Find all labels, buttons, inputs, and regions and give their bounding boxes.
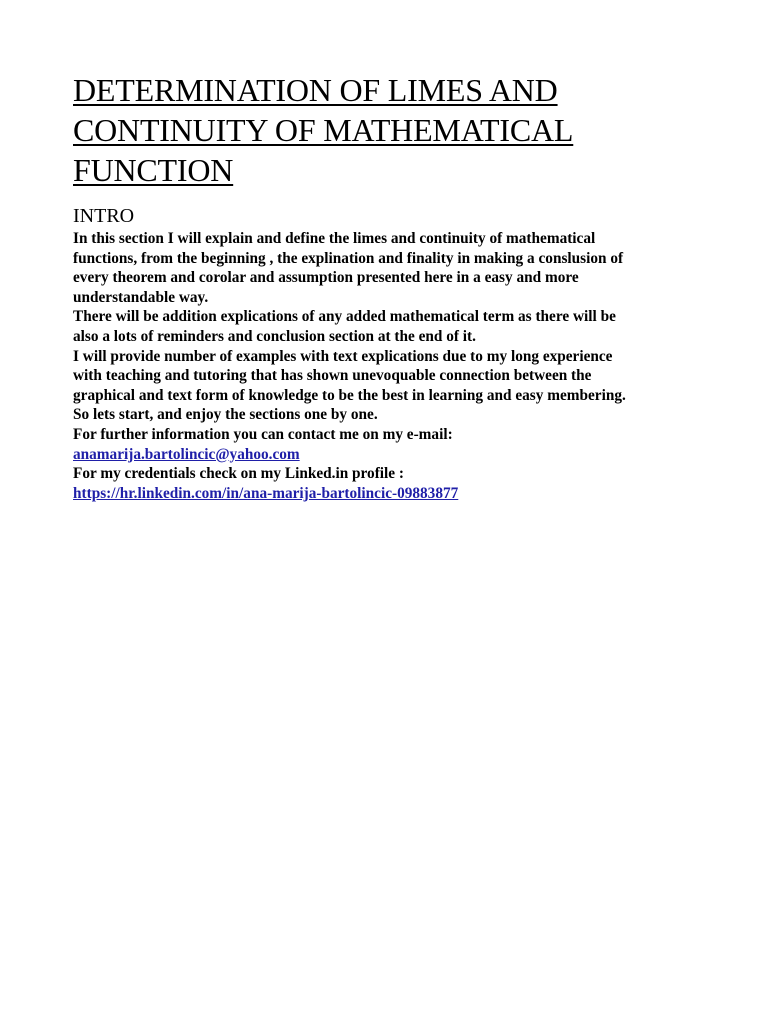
linkedin-link[interactable]: https://hr.linkedin.com/in/ana-marija-bartolincic-09883877 xyxy=(73,484,459,502)
body-line-10: So lets start, and enjoy the sections one by one. xyxy=(73,406,378,424)
body-line-3: every theorem and corolar and assumption presented here in a easy and more xyxy=(73,269,579,287)
linkedin-line xyxy=(73,484,713,504)
body-line-5: There will be addition explications of any added mathematical term as there will be xyxy=(73,308,616,326)
email-link[interactable]: anamarija.bartolincic@yahoo.com xyxy=(73,445,300,463)
title-line-1: DETERMINATION OF LIMES AND xyxy=(73,72,558,108)
body-line-9: graphical and text form of knowledge to be the best in learning and easy membering. xyxy=(73,386,626,404)
intro-body xyxy=(73,229,713,503)
intro-heading: INTRO xyxy=(73,205,135,227)
body-line-7: I will provide number of examples with text explications due to my long experience xyxy=(73,347,613,365)
body-line-2: functions, from the beginning , the explination and finality in making a conslusion of xyxy=(73,249,624,267)
body-line-4: understandable way. xyxy=(73,288,209,306)
body-line-11: For further information you can contact me on my e-mail: xyxy=(73,425,453,443)
title-line-2: CONTINUITY OF MATHEMATICAL xyxy=(73,112,574,148)
title-line-3: FUNCTION xyxy=(73,152,234,188)
body-line-6: also a lots of reminders and conclusion section at the end of it. xyxy=(73,327,476,345)
body-line-1: In this section I will explain and define the limes and continuity of mathematical xyxy=(73,230,596,247)
linkedin-label: For my credentials check on my Linked.in profile : xyxy=(73,465,405,483)
email-line xyxy=(73,445,713,465)
document-title xyxy=(73,70,713,190)
body-line-8: with teaching and tutoring that has shown unevoquable connection between the xyxy=(73,367,592,385)
